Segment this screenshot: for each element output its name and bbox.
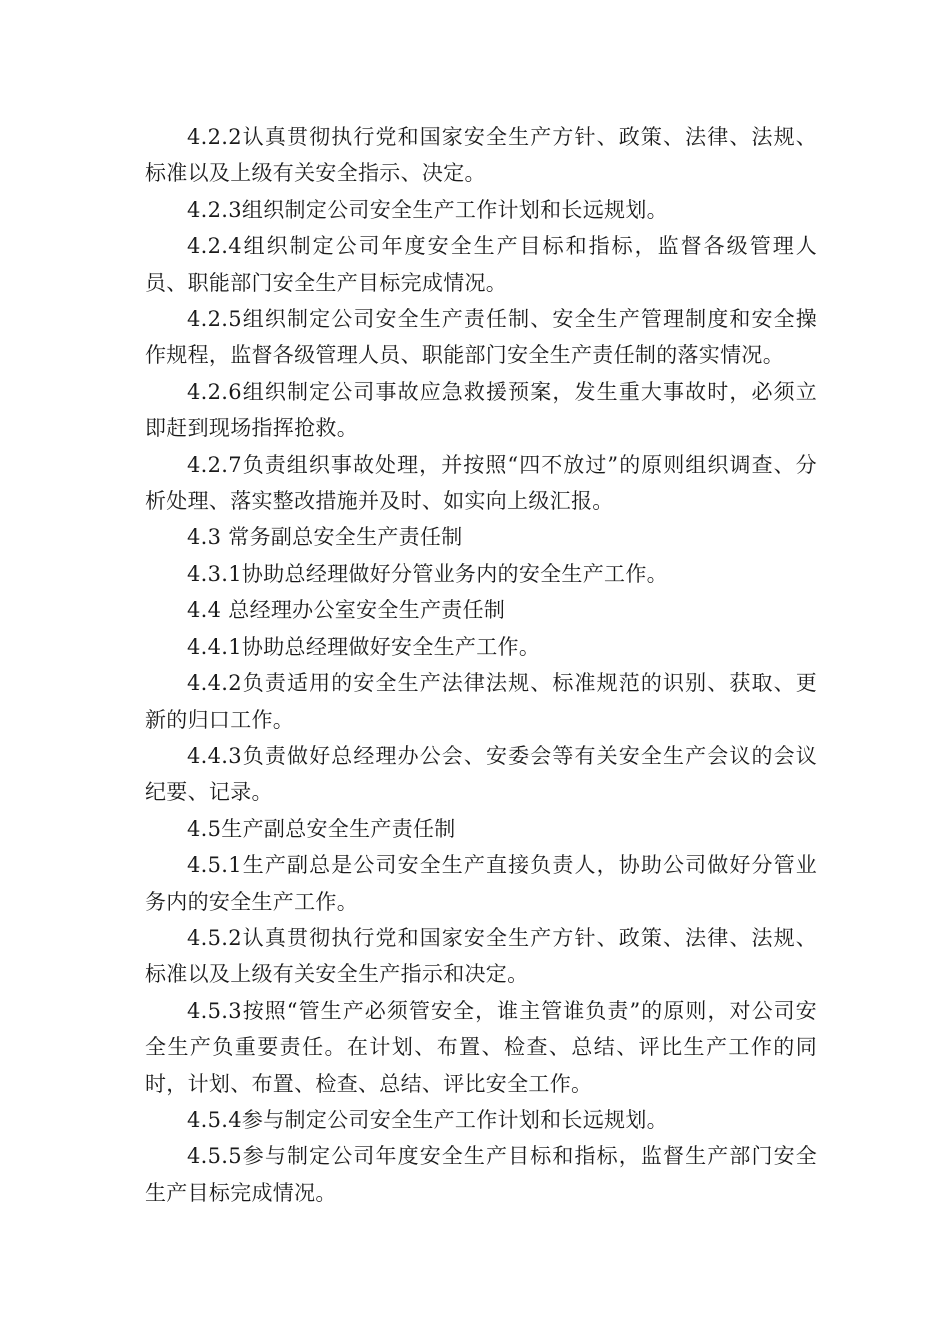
paragraph-4-5-1: 4.5.1生产副总是公司安全生产直接负责人，协助公司做好分管业务内的安全生产工作。 <box>145 853 817 914</box>
document-body <box>145 119 817 1211</box>
paragraph-4-5-2: 4.5.2认真贯彻执行党和国家安全生产方针、政策、法律、法规、标准以及上级有关安全生产指示和决定。 <box>145 925 817 987</box>
paragraph-4-2-6: 4.2.6组织制定公司事故应急救援预案，发生重大事故时，必须立即赶到现场指挥抢救。 <box>145 379 817 441</box>
paragraph-4-5-4: 4.5.4参与制定公司安全生产工作计划和长远规划。 <box>187 1107 668 1132</box>
section-heading-4-5: 4.5生产副总安全生产责任制 <box>187 816 456 841</box>
paragraph-4-2-5: 4.2.5组织制定公司安全生产责任制、安全生产管理制度和安全操作规程，监督各级管理人员、职能部门安全生产责任制的落实情况。 <box>145 307 817 368</box>
paragraph-4-3-1: 4.3.1协助总经理做好分管业务内的安全生产工作。 <box>187 561 668 586</box>
paragraph-4-2-7: 4.2.7负责组织事故处理，并按照“四不放过”的原则组织调查、分析处理、落实整改措施并及时、如实向上级汇报。 <box>145 452 817 514</box>
paragraph-4-5-3: 4.5.3按照“管生产必须管安全，谁主管谁负责”的原则，对公司安全生产负重要责任。在计划、布置、检查、总结、评比生产工作的同时，计划、布置、检查、总结、评比安全工作。 <box>145 998 817 1096</box>
section-heading-4-4: 4.4 总经理办公室安全生产责任制 <box>187 598 506 623</box>
paragraph-4-2-2: 4.2.2认真贯彻执行党和国家安全生产方针、政策、法律、法规、标准以及上级有关安全指示、决定。 <box>145 125 817 186</box>
paragraph-4-4-1: 4.4.1协助总经理做好安全生产工作。 <box>187 634 541 659</box>
paragraph-4-4-3: 4.4.3负责做好总经理办公会、安委会等有关安全生产会议的会议纪要、记录。 <box>145 743 817 805</box>
paragraph-4-5-5: 4.5.5参与制定公司年度安全生产目标和指标，监督生产部门安全生产目标完成情况。 <box>145 1144 817 1205</box>
section-heading-4-3: 4.3 常务副总安全生产责任制 <box>187 525 463 550</box>
paragraph-4-2-3: 4.2.3组织制定公司安全生产工作计划和长远规划。 <box>187 197 668 222</box>
paragraph-4-2-4: 4.2.4组织制定公司年度安全生产目标和指标，监督各级管理人员、职能部门安全生产目标完成情况。 <box>145 234 817 295</box>
paragraph-4-4-2: 4.4.2负责适用的安全生产法律法规、标准规范的识别、获取、更新的归口工作。 <box>145 671 817 732</box>
